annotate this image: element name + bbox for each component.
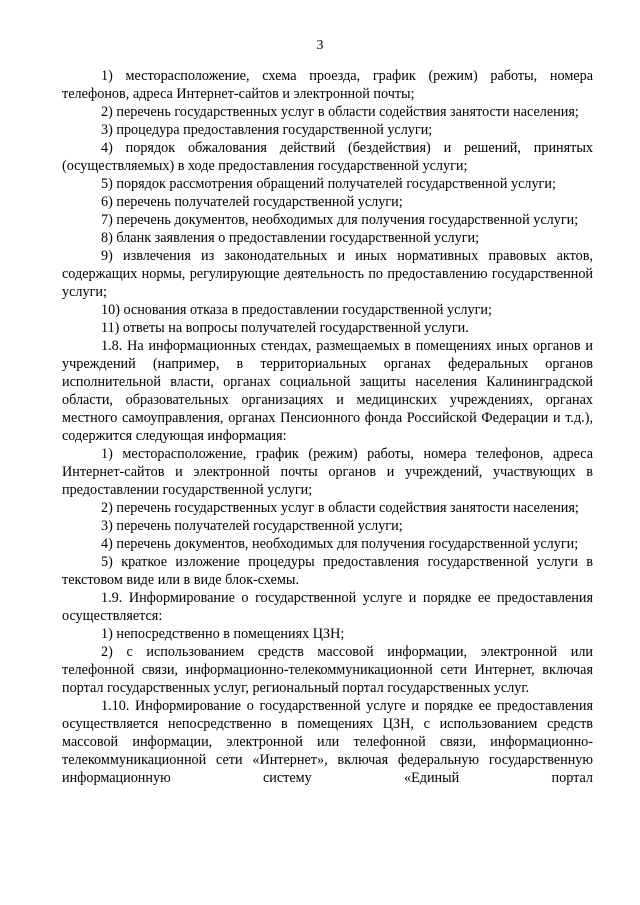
list-item: 4) порядок обжалования действий (бездействия) и решений, принятых (осуществляемых) в ходе предоставления государственной услуги; xyxy=(62,140,593,174)
section-paragraph: 1.8. На информационных стендах, размещаемых в помещениях иных органов и учреждений (например, в территориальных органах федеральных органов исполнительной власти, органах социальной защиты населения Калининградской области, образовательных организациях и медицинских учреждениях, органах местного самоуправления, органах Пенсионного фонда Российской Федерации и т.д.), содержится следующая информация: xyxy=(62,338,593,444)
list-item: 9) извлечения из законодательных и иных нормативных правовых актов, содержащих нормы, регулирующие деятельность по предоставлению государственной услуги; xyxy=(62,248,593,300)
list-item: 1) непосредственно в помещениях ЦЗН; xyxy=(101,626,345,642)
list-item: 4) перечень документов, необходимых для получения государственной услуги; xyxy=(101,536,579,552)
section-paragraph: 1.10. Информирование о государственной услуге и порядке ее предоставления осуществляется непосредственно в помещениях ЦЗН, с использованием средств массовой информации, электронной или телефонной связи, информационно-телекоммуникационной сети «Интернет», включая федеральную государственную информационную систему «Единый портал xyxy=(62,698,593,786)
list-item: 1) месторасположение, схема проезда, график (режим) работы, номера телефонов, адреса Интернет-сайтов и электронной почты; xyxy=(62,68,593,102)
list-item: 7) перечень документов, необходимых для получения государственной услуги; xyxy=(101,212,579,228)
list-item: 2) перечень государственных услуг в области содействия занятости населения; xyxy=(101,500,579,516)
list-item: 3) перечень получателей государственной услуги; xyxy=(101,518,403,534)
list-item: 1) месторасположение, график (режим) работы, номера телефонов, адреса Интернет-сайтов и электронной почты органов и учреждений, участвующих в предоставлении государственной услуги; xyxy=(62,446,593,498)
list-item: 5) порядок рассмотрения обращений получателей государственной услуги; xyxy=(101,176,556,192)
list-item: 10) основания отказа в предоставлении государственной услуги; xyxy=(101,302,492,318)
list-item: 2) с использованием средств массовой информации, электронной или телефонной связи, информационно-телекоммуникационной сети Интернет, включая портал государственных услуг, региональный портал государственных услуг. xyxy=(62,644,593,696)
list-item: 11) ответы на вопросы получателей государственной услуги. xyxy=(101,320,469,336)
list-item: 5) краткое изложение процедуры предоставления государственной услуги в текстовом виде или в виде блок-схемы. xyxy=(62,554,593,588)
list-item: 3) процедура предоставления государственной услуги; xyxy=(101,122,433,138)
list-item: 2) перечень государственных услуг в области содействия занятости населения; xyxy=(101,104,579,120)
page-number: 3 xyxy=(316,38,324,53)
document-body xyxy=(62,67,593,787)
list-item: 6) перечень получателей государственной услуги; xyxy=(101,194,403,210)
list-item: 8) бланк заявления о предоставлении государственной услуги; xyxy=(101,230,480,246)
section-paragraph: 1.9. Информирование о государственной услуге и порядке ее предоставления осуществляется: xyxy=(62,590,593,624)
